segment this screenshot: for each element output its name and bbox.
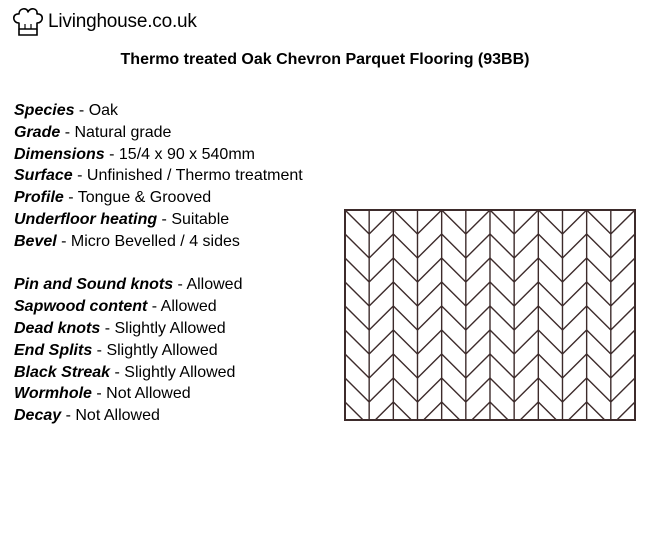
board-edge — [466, 330, 490, 354]
spec-value: - Oak — [74, 102, 119, 119]
board-edge — [466, 378, 490, 402]
board-edge — [345, 258, 369, 282]
board-edge — [466, 210, 490, 234]
board-edge — [611, 210, 635, 234]
board-edge — [442, 378, 466, 402]
board-edge — [562, 378, 586, 402]
board-edge — [369, 402, 393, 421]
board-edge — [369, 210, 393, 234]
board-edge — [466, 234, 490, 258]
board-edge — [369, 258, 393, 282]
board-edge — [393, 330, 417, 354]
board-edge — [562, 354, 586, 378]
spec-value: - Slightly Allowed — [92, 341, 218, 359]
board-edge — [538, 378, 562, 402]
board-edge — [466, 402, 490, 421]
board-edge — [587, 378, 611, 402]
spec-label: Profile — [14, 189, 64, 207]
spec-label: Wormhole — [14, 385, 92, 403]
spec-value: - Micro Bevelled / 4 sides — [56, 232, 240, 250]
board-edge — [611, 234, 635, 258]
board-edge — [369, 330, 393, 354]
board-edge — [393, 282, 417, 306]
spec-row-profile — [14, 187, 303, 209]
board-edge — [514, 234, 538, 258]
board-edge — [611, 378, 635, 402]
spec-value: - Allowed — [147, 298, 217, 316]
board-edge — [514, 282, 538, 306]
board-edge — [466, 354, 490, 378]
board-edge — [611, 282, 635, 306]
board-edge — [466, 306, 490, 330]
board-edge — [514, 306, 538, 330]
board-edge — [538, 282, 562, 306]
board-edge — [514, 210, 538, 234]
board-edge — [587, 234, 611, 258]
board-edge — [393, 210, 417, 234]
board-edge — [490, 210, 514, 234]
board-edge — [611, 306, 635, 330]
spec-label: Species — [14, 102, 75, 119]
board-edge — [587, 330, 611, 354]
board-edge — [538, 402, 562, 421]
board-edge — [369, 282, 393, 306]
board-edge — [417, 282, 441, 306]
board-edge — [514, 258, 538, 282]
spec-value: - Tongue & Grooved — [63, 189, 212, 207]
board-edge — [587, 354, 611, 378]
board-edge — [369, 306, 393, 330]
board-edge — [393, 378, 417, 402]
board-edge — [611, 330, 635, 354]
spec-row-grade — [14, 122, 303, 144]
spec-label: Decay — [14, 407, 62, 425]
spec-label: Sapwood content — [14, 298, 148, 316]
board-edge — [587, 402, 611, 421]
board-edge — [345, 282, 369, 306]
board-edge — [345, 330, 369, 354]
board-edge — [417, 354, 441, 378]
spec-label: Bevel — [14, 232, 57, 250]
board-edge — [345, 402, 369, 421]
board-edge — [466, 258, 490, 282]
board-edge — [538, 330, 562, 354]
spec-value: - Not Allowed — [61, 407, 160, 425]
board-edge — [442, 306, 466, 330]
board-edge — [369, 354, 393, 378]
board-edge — [490, 354, 514, 378]
board-edge — [587, 258, 611, 282]
board-edge — [514, 402, 538, 421]
spec-row-wormhole — [14, 383, 303, 405]
board-edge — [442, 402, 466, 421]
spec-value: - Slightly Allowed — [100, 319, 226, 337]
spec-row-black-streak — [14, 362, 303, 384]
chevron-boards — [345, 209, 635, 421]
spec-value: - Suitable — [157, 210, 230, 228]
brand-name: Livinghouse.co.uk — [48, 11, 197, 32]
board-edge — [417, 210, 441, 234]
spec-label: Underfloor heating — [14, 210, 158, 228]
spec-value: - Slightly Allowed — [110, 363, 236, 381]
board-edge — [417, 234, 441, 258]
board-edge — [466, 282, 490, 306]
board-edge — [345, 378, 369, 402]
spec-row-dead-knots — [14, 318, 303, 340]
spec-label: Dimensions — [14, 145, 105, 163]
chevron-pattern-diagram — [344, 209, 636, 421]
board-edge — [611, 402, 635, 421]
spec-row-decay — [14, 405, 303, 427]
board-edge — [393, 258, 417, 282]
board-edge — [345, 306, 369, 330]
board-edge — [562, 282, 586, 306]
board-edge — [345, 354, 369, 378]
board-edge — [490, 282, 514, 306]
board-edge — [442, 354, 466, 378]
spec-row-end-splits — [14, 340, 303, 362]
spec-value: - Allowed — [173, 276, 243, 294]
board-edge — [417, 402, 441, 421]
board-edge — [490, 306, 514, 330]
board-edge — [514, 378, 538, 402]
board-edge — [538, 354, 562, 378]
page-title: Thermo treated Oak Chevron Parquet Flooring (93BB) — [120, 51, 530, 68]
board-edge — [393, 354, 417, 378]
spec-label: Pin and Sound knots — [14, 276, 174, 294]
board-edge — [345, 234, 369, 258]
board-edge — [538, 234, 562, 258]
spec-value: - 15/4 x 90 x 540mm — [104, 145, 255, 163]
spec-row-bevel — [14, 231, 303, 253]
spec-value: - Unfinished / Thermo treatment — [72, 167, 303, 185]
board-edge — [490, 378, 514, 402]
board-edge — [442, 282, 466, 306]
spec-label: Surface — [14, 167, 73, 185]
board-edge — [562, 306, 586, 330]
board-edge — [562, 258, 586, 282]
spec-value: - Natural grade — [60, 123, 172, 141]
board-edge — [514, 354, 538, 378]
board-edge — [393, 234, 417, 258]
board-edge — [587, 306, 611, 330]
chef-hat-icon — [10, 6, 46, 38]
board-edge — [562, 330, 586, 354]
board-edge — [514, 330, 538, 354]
spec-label: Dead knots — [14, 319, 101, 337]
spec-row-species — [14, 100, 303, 122]
board-edge — [611, 258, 635, 282]
spec-row-sapwood-content — [14, 296, 303, 318]
board-edge — [442, 330, 466, 354]
spec-row-dimensions — [14, 144, 303, 166]
board-edge — [587, 282, 611, 306]
spec-label: End Splits — [14, 341, 93, 359]
board-edge — [538, 258, 562, 282]
board-edge — [490, 258, 514, 282]
board-edge — [562, 210, 586, 234]
board-edge — [442, 234, 466, 258]
spec-label: Grade — [14, 123, 61, 141]
board-edge — [417, 306, 441, 330]
board-edge — [442, 210, 466, 234]
brand-logo — [10, 6, 197, 38]
spec-label: Black Streak — [14, 363, 111, 381]
board-edge — [417, 378, 441, 402]
board-edge — [490, 234, 514, 258]
board-edge — [490, 330, 514, 354]
spec-list — [14, 100, 303, 427]
board-edge — [611, 354, 635, 378]
board-edge — [369, 234, 393, 258]
board-edge — [538, 210, 562, 234]
board-edge — [369, 378, 393, 402]
board-edge — [417, 330, 441, 354]
spec-value: - Not Allowed — [91, 385, 191, 403]
board-edge — [442, 258, 466, 282]
spec-spacer — [14, 253, 303, 275]
board-edge — [562, 402, 586, 421]
board-edge — [490, 402, 514, 421]
board-edge — [393, 402, 417, 421]
board-edge — [562, 234, 586, 258]
board-edge — [417, 258, 441, 282]
board-edge — [538, 306, 562, 330]
spec-row-surface — [14, 165, 303, 187]
board-edge — [393, 306, 417, 330]
board-edge — [587, 210, 611, 234]
board-edge — [345, 210, 369, 234]
spec-row-underfloor-heating — [14, 209, 303, 231]
spec-row-pin-sound-knots — [14, 274, 303, 296]
